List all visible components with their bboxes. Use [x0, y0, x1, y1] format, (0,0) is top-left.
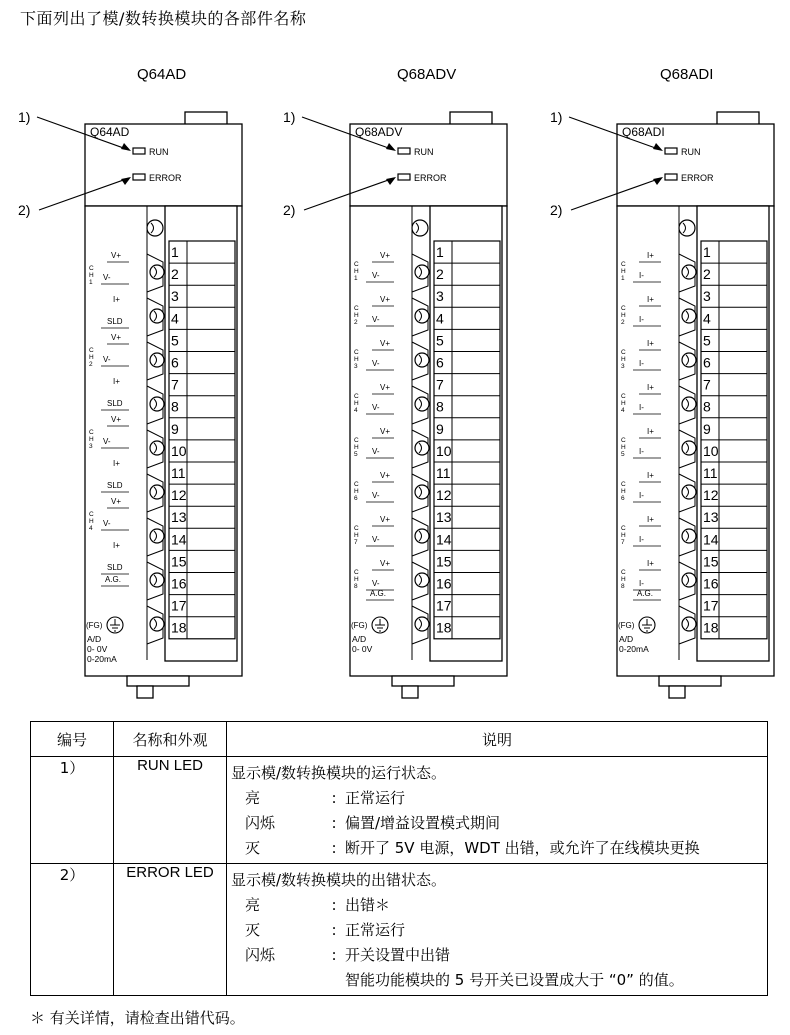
signal-label: I- [639, 491, 644, 500]
signal-label: V- [103, 355, 111, 364]
channel-label: C [621, 349, 626, 356]
terminal-number: 16 [436, 575, 452, 592]
terminal-number: 12 [703, 487, 719, 504]
row-name: RUN LED [114, 757, 227, 864]
terminal-number: 16 [171, 575, 187, 592]
terminal-number: 6 [171, 354, 179, 371]
channel-label: H [354, 356, 359, 363]
channel-label: C [354, 349, 359, 356]
terminal-number: 8 [703, 398, 711, 415]
module-0 [18, 109, 242, 698]
state-value: 正常运行 [345, 789, 406, 807]
channel-label: C [354, 481, 359, 488]
terminal-number: 9 [171, 420, 179, 437]
state-key: 闪烁 [245, 814, 276, 832]
signal-label: V+ [111, 497, 122, 506]
channel-label: C [621, 481, 626, 488]
error-led-label: ERROR [414, 173, 447, 183]
callout-1: 1) [18, 109, 31, 125]
signal-label: I- [639, 271, 644, 280]
signal-label: I+ [113, 459, 120, 468]
signal-label: I- [639, 359, 644, 368]
ag-label: A.G. [105, 575, 122, 584]
terminal-number: 15 [703, 553, 719, 570]
callout-2: 2) [550, 202, 563, 218]
module-title-q64ad: Q64AD [137, 66, 187, 83]
terminal-number: 1 [703, 244, 711, 260]
signal-label: V- [372, 447, 380, 456]
signal-label: V+ [111, 415, 122, 424]
channel-label: H [621, 444, 626, 451]
channel-label: 7 [354, 539, 358, 546]
channel-label: H [89, 518, 94, 525]
signal-label: I- [639, 403, 644, 412]
signal-label: V- [103, 273, 111, 282]
sld-label: SLD [107, 563, 123, 572]
signal-label: I+ [113, 295, 120, 304]
state-value: 偏置/增益设置模式期间 [345, 814, 501, 832]
sld-label: SLD [107, 317, 123, 326]
terminal-number: 1 [436, 244, 444, 260]
signal-label: I+ [647, 471, 654, 480]
channel-label: C [621, 261, 626, 268]
fg-label: (FG) [618, 621, 635, 630]
signal-label: I+ [647, 295, 654, 304]
table-row: 2） ERROR LED 显示模/数转换模块的出错状态。 亮 : 出错＊ 灭 : 正常运行 闪烁 : 开关设置中出错 智能功能模块的 5 号开关已设置成大于 “0” 的值。 [31, 864, 768, 996]
sld-label: SLD [107, 481, 123, 490]
table-row: 1） RUN LED 显示模/数转换模块的运行状态。 亮 : 正常运行 闪烁 : 偏置/增益设置模式期间 灭 : 断开了 5V 电源，WDT 出错，或允许了在线模块更换 [31, 757, 768, 864]
terminal-number: 17 [436, 597, 452, 614]
state-value: 正常运行 [345, 921, 406, 939]
channel-label: H [354, 268, 359, 275]
channel-label: C [621, 525, 626, 532]
terminal-number: 8 [171, 398, 179, 415]
channel-label: H [621, 400, 626, 407]
callout-2: 2) [283, 202, 296, 218]
channel-label: H [621, 532, 626, 539]
col-header-name: 名称和外观 [114, 722, 227, 757]
signal-label: V- [372, 403, 380, 412]
signal-label: I- [639, 447, 644, 456]
signal-label: V+ [380, 383, 391, 392]
signal-label: V- [372, 535, 380, 544]
terminal-number: 9 [703, 420, 711, 437]
signal-label: I+ [113, 541, 120, 550]
channel-label: 3 [621, 363, 625, 370]
row-desc-title: 显示模/数转换模块的出错状态。 [231, 871, 447, 889]
signal-label: I+ [647, 559, 654, 568]
channel-label: 7 [621, 539, 625, 546]
signal-label: V- [372, 579, 380, 588]
parts-description-table [30, 721, 768, 996]
row-name: ERROR LED [114, 864, 227, 996]
channel-label: C [354, 437, 359, 444]
ag-label: A.G. [370, 589, 387, 598]
channel-label: C [354, 305, 359, 312]
terminal-number: 12 [171, 487, 187, 504]
signal-label: I+ [647, 251, 654, 260]
row-desc-title: 显示模/数转换模块的运行状态。 [231, 764, 447, 782]
channel-label: 8 [354, 583, 358, 590]
terminal-number: 18 [171, 619, 187, 636]
channel-label: H [621, 488, 626, 495]
channel-label: 4 [89, 525, 93, 532]
state-key: 亮 [245, 896, 261, 914]
state-note: 智能功能模块的 5 号开关已设置成大于 “0” 的值。 [345, 971, 684, 989]
callout-2: 2) [18, 202, 31, 218]
terminal-number: 16 [703, 575, 719, 592]
channel-label: 3 [89, 443, 93, 450]
range-label: 0-20mA [87, 654, 117, 664]
channel-label: C [354, 261, 359, 268]
range-label: 0-20mA [619, 644, 649, 654]
signal-label: V- [372, 491, 380, 500]
sld-label: SLD [107, 399, 123, 408]
signal-label: V+ [111, 333, 122, 342]
panel-label: Q68ADV [355, 125, 403, 139]
signal-label: I- [639, 579, 644, 588]
channel-label: C [89, 511, 94, 518]
channel-label: C [354, 569, 359, 576]
terminal-number: 5 [703, 332, 711, 349]
range-label: A/D [352, 634, 367, 644]
terminal-number: 7 [436, 376, 444, 393]
channel-label: 5 [354, 451, 358, 458]
module-title-q68adv: Q68ADV [397, 66, 457, 83]
terminal-number: 4 [436, 310, 444, 327]
terminal-number: 14 [171, 531, 187, 548]
channel-label: 2 [354, 319, 358, 326]
terminal-number: 7 [703, 376, 711, 393]
terminal-number: 13 [171, 509, 187, 526]
terminal-number: 8 [436, 398, 444, 415]
run-led [398, 148, 410, 154]
signal-label: V+ [380, 471, 391, 480]
signal-label: I+ [647, 515, 654, 524]
terminal-number: 9 [436, 420, 444, 437]
channel-label: H [621, 268, 626, 275]
fg-label: (FG) [86, 621, 103, 630]
signal-label: V+ [111, 251, 122, 260]
terminal-number: 5 [436, 332, 444, 349]
terminal-number: 18 [436, 619, 452, 636]
terminal-number: 3 [703, 288, 711, 305]
signal-label: V- [372, 315, 380, 324]
page-heading: 下面列出了模/数转换模块的各部件名称 [20, 9, 307, 28]
range-label: 0- 0V [352, 644, 373, 654]
terminal-number: 3 [171, 288, 179, 305]
run-led [665, 148, 677, 154]
row-number: 1） [31, 757, 114, 864]
channel-label: C [89, 429, 94, 436]
state-key: 灭 [245, 921, 261, 939]
run-led-label: RUN [414, 147, 434, 157]
channel-label: 1 [621, 275, 625, 282]
run-led-label: RUN [681, 147, 701, 157]
signal-label: V- [103, 437, 111, 446]
signal-label: V- [103, 519, 111, 528]
signal-label: I+ [647, 339, 654, 348]
terminal-number: 14 [436, 531, 452, 548]
signal-label: I+ [113, 377, 120, 386]
channel-label: H [89, 354, 94, 361]
channel-label: 3 [354, 363, 358, 370]
signal-label: I- [639, 535, 644, 544]
channel-label: H [621, 312, 626, 319]
error-led [133, 174, 145, 180]
channel-label: H [354, 532, 359, 539]
signal-label: I+ [647, 383, 654, 392]
state-key: 闪烁 [245, 946, 276, 964]
channel-label: C [621, 569, 626, 576]
channel-label: H [354, 400, 359, 407]
fg-label: (FG) [351, 621, 368, 630]
signal-label: V- [372, 359, 380, 368]
module-title-q68adi: Q68ADI [660, 66, 714, 83]
terminal-number: 15 [436, 553, 452, 570]
error-led [398, 174, 410, 180]
channel-label: H [354, 488, 359, 495]
terminal-number: 13 [436, 509, 452, 526]
terminal-number: 5 [171, 332, 179, 349]
channel-label: 2 [89, 361, 93, 368]
run-led-label: RUN [149, 147, 169, 157]
col-header-desc: 说明 [227, 722, 768, 757]
ag-label: A.G. [637, 589, 654, 598]
col-header-no: 编号 [31, 722, 114, 757]
range-label: 0- 0V [87, 644, 108, 654]
channel-label: H [89, 436, 94, 443]
channel-label: 6 [621, 495, 625, 502]
signal-label: V+ [380, 515, 391, 524]
channel-label: C [354, 525, 359, 532]
error-led-label: ERROR [681, 173, 714, 183]
signal-label: V+ [380, 251, 391, 260]
channel-label: 4 [621, 407, 625, 414]
terminal-number: 10 [703, 442, 719, 459]
channel-label: H [621, 576, 626, 583]
terminal-number: 10 [171, 442, 187, 459]
terminal-number: 12 [436, 487, 452, 504]
terminal-number: 6 [703, 354, 711, 371]
signal-label: V+ [380, 295, 391, 304]
callout-1: 1) [283, 109, 296, 125]
terminal-number: 11 [171, 465, 186, 481]
channel-label: 8 [621, 583, 625, 590]
terminal-number: 3 [436, 288, 444, 305]
channel-label: H [354, 576, 359, 583]
terminal-number: 2 [436, 266, 444, 283]
callout-1: 1) [550, 109, 563, 125]
signal-label: I+ [647, 427, 654, 436]
state-key: 亮 [245, 789, 261, 807]
terminal-number: 4 [171, 310, 179, 327]
channel-label: C [354, 393, 359, 400]
channel-label: 6 [354, 495, 358, 502]
state-value: 开关设置中出错 [345, 946, 451, 964]
channel-label: H [354, 312, 359, 319]
signal-label: I- [639, 315, 644, 324]
terminal-number: 13 [703, 509, 719, 526]
footnote: ＊ 有关详情，请检查出错代码。 [30, 1009, 245, 1027]
signal-label: V+ [380, 339, 391, 348]
terminal-number: 6 [436, 354, 444, 371]
state-value: 断开了 5V 电源，WDT 出错，或允许了在线模块更换 [345, 839, 700, 857]
channel-label: H [354, 444, 359, 451]
terminal-number: 4 [703, 310, 711, 327]
channel-label: 1 [354, 275, 358, 282]
module-1 [283, 109, 507, 698]
panel-label: Q68ADI [622, 125, 665, 139]
channel-label: C [89, 347, 94, 354]
channel-label: C [621, 437, 626, 444]
channel-label: 2 [621, 319, 625, 326]
signal-label: V- [372, 271, 380, 280]
range-label: A/D [619, 634, 634, 644]
terminal-number: 18 [703, 619, 719, 636]
channel-label: C [621, 393, 626, 400]
terminal-number: 14 [703, 531, 719, 548]
module-2 [550, 109, 774, 698]
terminal-number: 11 [703, 465, 718, 481]
channel-label: H [621, 356, 626, 363]
error-led [665, 174, 677, 180]
terminal-number: 1 [171, 244, 179, 260]
panel-label: Q64AD [90, 125, 130, 139]
terminal-number: 2 [171, 266, 179, 283]
channel-label: 4 [354, 407, 358, 414]
terminal-number: 7 [171, 376, 179, 393]
channel-label: H [89, 272, 94, 279]
channel-label: 1 [89, 279, 93, 286]
terminal-number: 11 [436, 465, 451, 481]
run-led [133, 148, 145, 154]
signal-label: V+ [380, 427, 391, 436]
terminal-number: 17 [171, 597, 187, 614]
state-value: 出错＊ [345, 896, 391, 914]
error-led-label: ERROR [149, 173, 182, 183]
terminal-number: 2 [703, 266, 711, 283]
range-label: A/D [87, 634, 102, 644]
channel-label: 5 [621, 451, 625, 458]
state-key: 灭 [245, 839, 261, 857]
channel-label: C [89, 265, 94, 272]
terminal-number: 15 [171, 553, 187, 570]
signal-label: V+ [380, 559, 391, 568]
row-number: 2） [31, 864, 114, 996]
terminal-number: 10 [436, 442, 452, 459]
channel-label: C [621, 305, 626, 312]
terminal-number: 17 [703, 597, 719, 614]
